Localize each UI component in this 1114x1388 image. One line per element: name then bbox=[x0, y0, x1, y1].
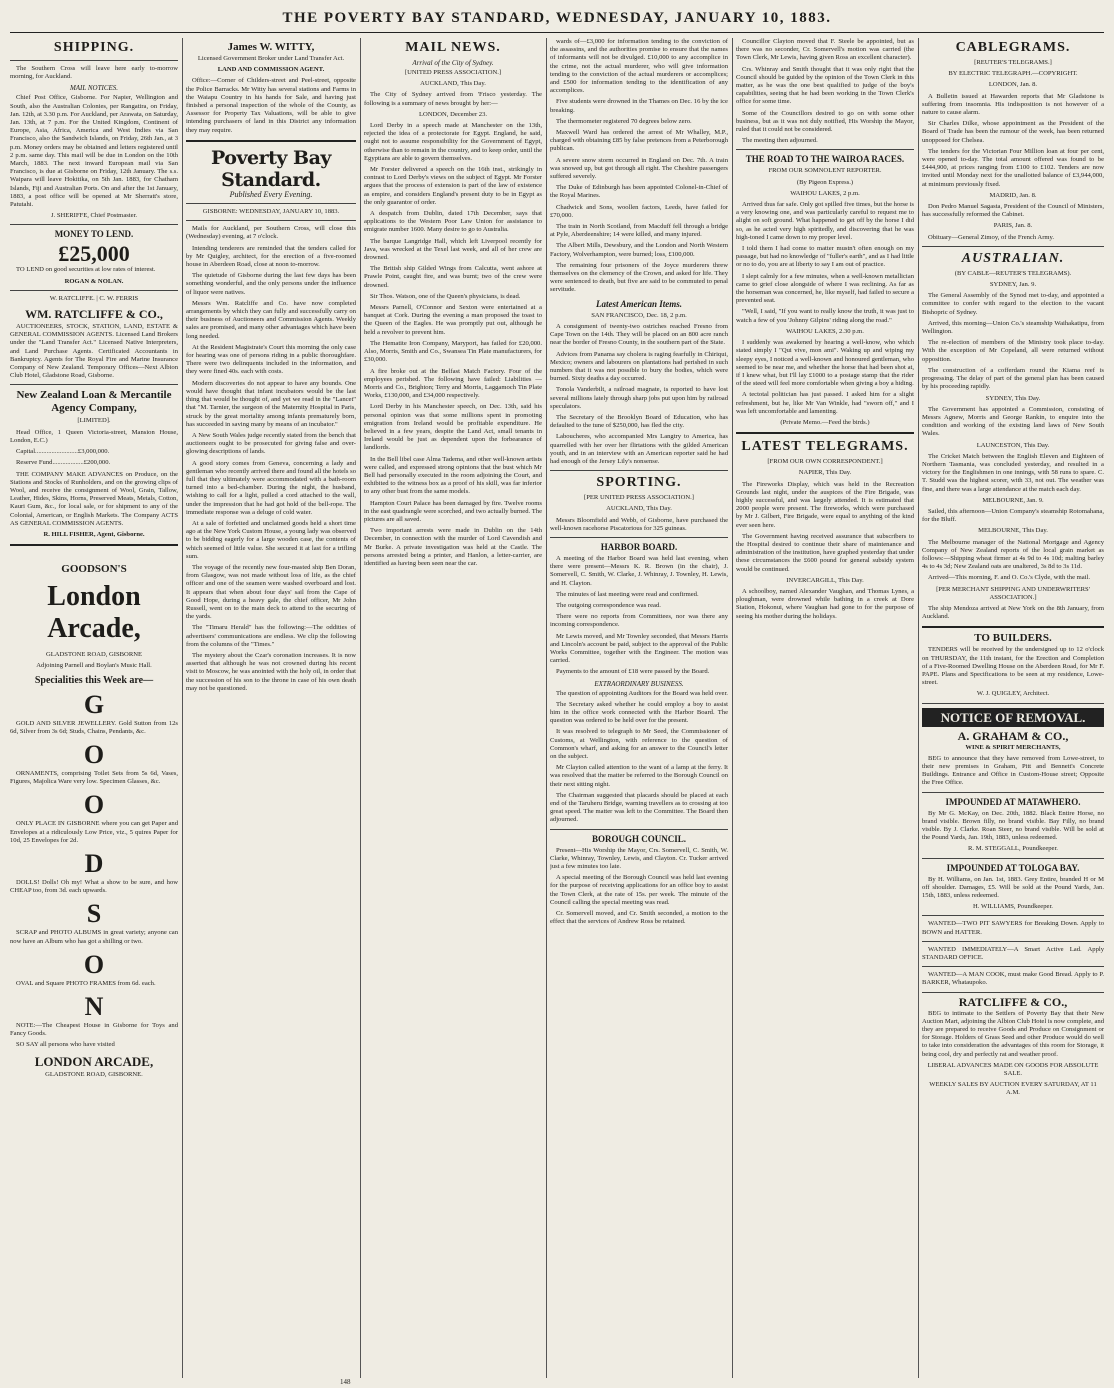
nzloan-body: THE COMPANY MAKE ADVANCES on Produce, on the Stations and Stocks of Runholders, and on the growing clips of Wool, and receive the consignment of Wool, Grain, Tallow, Leather, Hides, Skins, Horns, Preserved Meats, Metals, Cotton, Kauri Gum, &c., for local sale, or for shipment to any of the Colonial, American, or English Markets. The Company ACTS AS GENERAL COMMISSION AGENTS. bbox=[10, 470, 178, 527]
wairoa-sign: (Private Memo.—Feed the birds.) bbox=[780, 418, 870, 426]
news-paragraph: The British ship Gilded Wings from Calcutta, went ashore at Prawle Point, caught fire, and was burnt; two of the crew were drowned. bbox=[364, 265, 542, 289]
impounded-sign: R. M. STEGGALL, Poundkeeper. bbox=[968, 845, 1058, 853]
mail-notices-sign: J. SHERIFFE, Chief Postmaster. bbox=[50, 212, 138, 220]
news-paragraph: A special meeting of the Borough Council was held last evening for the purpose of receiving applications for an office boy to assist the Town Clerk, at the rate of 15s. per week. The minute of the Council calling the special meeting was read. bbox=[550, 874, 728, 906]
builders-body: TENDERS will be received by the undersigned up to 12 o'clock on THURSDAY, the 11th instant, for the Erection and Completion of a Five-Roomed Dwelling House on the Aberdeen Road, for Mr F. PAPE. Plans and Specifications to be seen at my residence, Lowe-street. bbox=[922, 646, 1104, 687]
money-heading: MONEY TO LEND. bbox=[54, 229, 134, 240]
harbor-heading: HARBOR BOARD. bbox=[600, 541, 678, 552]
editorial-paragraph: Messrs Wm. Ratcliffe and Co. have now completed arrangements by which they can fully and successfully carry on their business of Auctioneers and Commission Agents. Weekly sales are promised, and many other advantages which have been long needed. bbox=[186, 299, 356, 340]
published-line: Published Every Evening. bbox=[229, 189, 313, 199]
shipping-heading: SHIPPING. bbox=[53, 40, 135, 55]
notice-heading: NOTICE OF REMOVAL. bbox=[922, 708, 1104, 727]
witty-body: Office:—Corner of Childers-street and Peel-street, opposite the Police Barracks. Mr Witty has several stations and Farms in the Waiapu Country in his hands for Sale, and having just finished a personal inspection of the whole of the County, as Assessor for Property Tax Valuations, will be able to give intending purchasers of land in this District any information they may require. bbox=[186, 77, 356, 134]
news-paragraph: The Government has appointed a Commission, consisting of Messrs Agnew, Morris and George Rankin, to enquire into the condition and working of the existing land laws of New South Wales. bbox=[922, 405, 1104, 438]
news-paragraph: Sir Thos. Watson, one of the Queen's physicians, is dead. bbox=[370, 292, 521, 300]
divider bbox=[10, 60, 178, 61]
mail-notices-heading: MAIL NOTICES. bbox=[69, 84, 119, 93]
news-paragraph: I suddenly was awakened by hearing a well-know, who which stated simply I "Qui vive, mon ami". Waking up and wiping my sleepy eyes, I noticed a well-known and honoured gentleman, who seemed to be near me, and whether the horse that had been shot at, if I knew what, but I'll lay £1000 to a postage stamp that the rider of the steed will feel more comfortable when giving a boy a hiding. bbox=[736, 339, 914, 388]
witty-name: James W. WITTY, bbox=[227, 41, 315, 53]
ratcliffe-heading: RATCLIFFE & CO., bbox=[958, 994, 1068, 1009]
australian-heading: AUSTRALIAN. bbox=[961, 250, 1065, 266]
wairoa-sub: FROM OUR SOMNOLENT REPORTER. bbox=[768, 167, 882, 175]
dateline-sydney: SYDNEY, This Day. bbox=[985, 394, 1041, 402]
dateline-melbourne: MELBOURNE, Jan. 9. bbox=[982, 496, 1044, 504]
nzloan-limited: [LIMITED]. bbox=[77, 417, 111, 425]
dateline-napier: NAPIER, This Day. bbox=[798, 469, 852, 477]
divider bbox=[10, 384, 178, 385]
drop-letter: O bbox=[83, 790, 105, 820]
wairoa-heading: THE ROAD TO THE WAIROA RACES. bbox=[745, 154, 905, 165]
special-item: ONLY PLACE IN GISBORNE where you can get Paper and Envelopes at a ridiculously Low Price, viz., 5 quires Paper for 10d, 25 Envelopes for 2d. bbox=[10, 820, 178, 844]
dateline: GISBORNE: WEDNESDAY, JANUARY 10, 1883. bbox=[202, 208, 340, 216]
editorial-paragraph: Intending tenderers are reminded that the tenders called for by Mr Quigley, architect, for the erection of a five-roomed house in Aberdeen Road, close at noon to-morrow. bbox=[186, 244, 356, 269]
news-paragraph: Mr Forster delivered a speech on the 16th inst., strikingly in contrast to Lord Derby's views on the subject of Egypt. Mr Forster argues that the process of extension is part of the law of existence as empire, and considers England's present duty to be in Egypt as the only guarantor of order. bbox=[364, 166, 542, 206]
news-paragraph: I slept calmly for a few minutes, when a well-known metallician came to grief close alongside of where I was reclining. As far as the horseman was concerned, he, like myself, had failed to secure a prevented seat. bbox=[736, 272, 914, 305]
news-paragraph: The General Assembly of the Synod met to-day, and appointed a committee to confer with regard to the election to the vacant Bishopric of Sydney. bbox=[922, 292, 1104, 316]
news-paragraph: A severe snow storm occurred in England on Dec. 7th. A train was snowed up, but got through all right. The Cheshire passengers suffered severely. bbox=[550, 156, 728, 181]
nzloan-office: Head Office, 1 Queen Victoria-street, Mansion House, London, E.C.) bbox=[10, 428, 178, 444]
impounded-body: By Mr G. McKay, on Dec. 20th, 1882. Black Entire Horse, no brand visible. Brown filly, no brand visible. Bay Filly, no brand visible. By J. Clarke. Roan Steer, no brand visible. Will be sold at the Pound Yards, Jan. 19th, 1883, unless redeemed. bbox=[922, 809, 1104, 842]
column-4 bbox=[550, 38, 728, 1378]
news-paragraph: Tonola Vanderbilt, a railroad magnate, is reported to have lost several millions lately through sharp jobs put upon him by railroad speculators. bbox=[550, 386, 728, 410]
news-paragraph: The barque Langridge Hall, which left Liverpool recently for Java, was wrecked at the Texel last week, and all of her crew are drowned. bbox=[364, 237, 542, 262]
wanted-ad: WANTED—A MAN COOK, must make Good Bread. Apply to P. BARKER, Whataupoko. bbox=[922, 971, 1104, 987]
news-paragraph: Messrs Bloomfield and Webb, of Gisborne, have purchased the well-known racehorse Piscatorious for 325 guineas. bbox=[550, 516, 728, 532]
divider bbox=[186, 220, 356, 221]
newspaper-page bbox=[10, 6, 1104, 1384]
say-line: SO SAY all persons who have visited bbox=[16, 1041, 115, 1049]
shipping-intel-credit: [PER MERCHANT SHIPPING AND UNDERWRITERS' ASSOCIATION.] bbox=[936, 585, 1090, 601]
divider bbox=[10, 544, 178, 546]
divider bbox=[922, 915, 1104, 916]
special-item: NOTE:—The Cheapest House in Gisborne for Toys and Fancy Goods. bbox=[10, 1021, 178, 1038]
news-paragraph: The minutes of last meeting were read and confirmed. bbox=[556, 590, 699, 598]
news-paragraph: Sir Charles Dilke, whose appointment as the President of the Board of Trade has been the rumour of the week, has been returned unopposed for Chelsea. bbox=[922, 120, 1104, 144]
editorial-paragraph: The voyage of the recently new four-masted ship Ben Doran, from Glasgow, was not made without loss of life, as the chief officer and one of the seamen were washed overboard and lost. It appears that when about four days' sail from the Cape of Good Hope, during a heavy gale, the chief officer, Mr John Russell, went on to the main deck to attend to the securing of the yards. bbox=[186, 563, 356, 621]
goodson-name: GOODSON'S bbox=[61, 563, 127, 576]
news-paragraph: Don Pedro Manuel Sagasta, President of the Council of Ministers, has successfully reformed the Cabinet. bbox=[922, 203, 1104, 219]
special-item: SCRAP and PHOTO ALBUMS in great variety; anyone can now have an Album who has got a shilling or two. bbox=[10, 929, 178, 945]
news-paragraph: I told them I had come to matter mustn't often enough on my passage, but had no knowledge of "fuller's earth", and as I had little or no to do, you are at liberty to say I am out of practice. bbox=[736, 245, 914, 269]
dateline-madrid: MADRID, Jan. 8. bbox=[989, 191, 1037, 199]
masthead-title: THE POVERTY BAY STANDARD, WEDNESDAY, JANUARY 10, 1883. bbox=[282, 10, 832, 26]
special-item: OVAL and Square PHOTO FRAMES from 6d. each. bbox=[16, 979, 156, 987]
news-paragraph: Crs. Whinray and Smith thought that it was only right that the Council should be guided by the opinion of the Town Clerk in this matter, as he was the one best qualified to judge of the boy's capabilities, seeing that he had been working in the Town Clerk's office for some time. bbox=[736, 65, 914, 106]
drop-letter: O bbox=[83, 949, 105, 979]
news-paragraph: The construction of a cofferdam round the Kiama reef is progressing. The delay of part of the general plan has been caused by his proceeding rapidly. bbox=[922, 366, 1104, 391]
divider bbox=[10, 224, 178, 225]
news-paragraph: The Government having received assurance that subscribers to the Hospital desired to continue their share of maintenance and administration of the institution, have graphed yesterday that under these circumstances the £600 pound for general subsidy system would be continued. bbox=[736, 532, 914, 573]
column-rule bbox=[546, 38, 547, 1378]
sporting-press: [PER UNITED PRESS ASSOCIATION.] bbox=[584, 494, 694, 502]
divider bbox=[736, 432, 914, 434]
graham-heading: A. GRAHAM & CO., bbox=[957, 728, 1069, 743]
press-credit: [UNITED PRESS ASSOCIATION.] bbox=[404, 69, 502, 76]
column-rule bbox=[360, 38, 361, 1378]
editorial-paragraph: The "Timaru Herald" has the following:—The oddities of advertisers' communications are endless. We clip the following from the columns of the "Times." bbox=[186, 624, 356, 648]
divider bbox=[550, 829, 728, 830]
news-paragraph: Some of the Councillors desired to go on with some other business, but as it was not duly notified, His Worship the Mayor, ruled that it could not be considered. bbox=[736, 109, 914, 134]
news-paragraph: "Well, I said, "If you want to really know the truth, it was just to watch a few of you 'Johnny Gilpins' riding along the road." bbox=[736, 308, 914, 324]
column-5 bbox=[736, 38, 914, 1378]
telegrams-sub: [FROM OUR OWN CORRESPONDENT.] bbox=[767, 458, 883, 466]
ratcliffe-weekly: WEEKLY SALES BY AUCTION EVERY SATURDAY, AT 11 A.M. bbox=[929, 1081, 1097, 1097]
news-paragraph: Councillor Clayton moved that F. Steele be appointed, but as there was no seconder, Cr. Somervell's motion was carried (the Town Clerk, Mr Lewis, having given Ross an excellent character). bbox=[736, 38, 914, 62]
arcade-footer-address: GLADSTONE ROAD, GISBORNE. bbox=[45, 1070, 143, 1078]
paper-title: Poverty Bay Standard. bbox=[211, 146, 331, 191]
editorial-paragraph: Modern discoveries do not appear to have any bounds. One would have thought that infant incubators would be the last thing that would be thought of, and yet we read in the "Lancet" that "M. Tarnier, the surgeon of the Maternity Hospital in Paris, struck by the great mortality among infants prematurely born, has succeeded in saving many by means of an incubator." bbox=[186, 379, 356, 428]
special-item: DOLLS! Dolls! Oh my! What a show to be sure, and how CHEAP too, from 3d. each upwards. bbox=[10, 878, 178, 895]
ratcliffe-body: AUCTIONEERS, STOCK, STATION, LAND, ESTATE & GENERAL COMMISSION AGENTS. Licensed Land Brokers under the "Land Transfer Act." Licensed Native Interpreters, and Land Purchase Agents. Certificated Accountants in Bankruptcy. Agents for The Royal Fire and Marine Insurance Company of New Zealand. Temporary Offices—Next Albion Club Hotel, Gladstone Road, Gisborne. bbox=[10, 323, 178, 380]
news-paragraph: A consignment of twenty-two ostriches reached Fresno from Cape Town on the 14th. They will be placed on an 800 acre ranch near the border of Fresno County, in the southern part of the State. bbox=[550, 322, 728, 347]
nzloan-capital: Capital..........................£3,000,000. bbox=[16, 448, 110, 456]
divider bbox=[922, 703, 1104, 704]
news-paragraph: A tectotal politician has just passed. I asked him for a slight refreshment, but he, like Mr Van Winkle, had "sworn off," and I was left uncomfortable and lamenting. bbox=[736, 391, 914, 415]
impounded-heading: IMPOUNDED AT TOLOGA BAY. bbox=[946, 862, 1080, 873]
masthead bbox=[10, 10, 1104, 33]
drop-letter: S bbox=[86, 899, 102, 929]
editorial-paragraph: The mystery about the Czar's coronation increases. It is now asserted that although he was not crowned during his recent visit to Moscow, he was anointed with the holy oil, in order that the succession of his son to the throne in case of his own death may not be questioned. bbox=[186, 651, 356, 692]
news-paragraph: The train in North Scotland, from Macduff fell through a bridge at Pyle, Aberdeenshire; 14 were killed, and many injured. bbox=[550, 223, 728, 239]
wanted-ad: WANTED IMMEDIATELY—A Smart Active Lad. Apply STANDARD OFFICE. bbox=[922, 945, 1104, 962]
dateline-paris: PARIS, Jan. 8. bbox=[993, 222, 1033, 230]
dateline-invercargill: INVERCARGILL, This Day. bbox=[786, 576, 864, 584]
news-paragraph: Maxwell Ward has ordered the arrest of Mr Whalley, M.P., charged with obtaining £85 by false pretences from a Peterborough publican. bbox=[550, 129, 728, 153]
divider bbox=[922, 941, 1104, 942]
editorial-paragraph: At the Resident Magistrate's Court this morning the only case for hearing was one of persons riding in a public thoroughfare. There were two delinquents included in the information, and they were fined 40s. each with costs. bbox=[186, 343, 356, 376]
cable-copyright: BY ELECTRIC TELEGRAPH.—COPYRIGHT. bbox=[948, 70, 1078, 78]
news-paragraph: The thermometer registered 70 degrees below zero. bbox=[556, 117, 692, 125]
money-body: TO LEND on good securities at low rates of interest. bbox=[16, 266, 156, 274]
nzloan-heading: New Zealand Loan & Mercantile Agency Company, bbox=[16, 389, 172, 415]
news-paragraph: Arrived thus far safe. Only got spilled five times, but the horse is a very knowing one, and was particularly careful to request me to alight on soft ground. What happened to get off by the horse I did so, as he acted very high spiritedly, and discovering that he was high-toned I came down to my proper level. bbox=[736, 201, 914, 241]
news-paragraph: Two important arrests were made in Dublin on the 14th December, in connection with the murder of Lord Cavendish and Mr Burke. A private investigation was held at the Castle. The persons arrested being a printer, and Hanlon, a letter-carrier, are identified as having been seen near the car. bbox=[364, 527, 542, 567]
news-paragraph: Obituary—General Zimoy, of the French Army. bbox=[928, 233, 1055, 241]
divider bbox=[922, 246, 1104, 247]
dateline-auckland: AUCKLAND, This Day. bbox=[606, 505, 672, 513]
money-amount: £25,000 bbox=[58, 241, 130, 267]
news-paragraph: A meeting of the Harbor Board was held last evening, when there were present—Messrs K. R. Brown (in the chair), J. Somervell, C. Smith, W. Clarke, J. Whinray, J. Townley, H. Lewis, and H. Clayton. bbox=[550, 554, 728, 587]
news-paragraph: wards of—£3,000 for information tending to the conviction of the assassins, and the authorities promise to ensure that the names of informants will not be divulged. £10,000 to any accomplice in the crime, not the actual murderer, who will give information tending to the conviction of the actual murderers or accomplices; and £500 for information tending to the identification of any accomplices. bbox=[550, 38, 728, 95]
editorial-paragraph: At a sale of forfeited and unclaimed goods held a short time ago at the New York Custom House, a young lady was observed to be bidding eagerly for a large wooden case, the contents of which seemed of little value. She secured it at last for a trifling sum. bbox=[186, 519, 356, 560]
divider bbox=[550, 537, 728, 538]
editorial-paragraph: A good story comes from Geneva, concerning a lady and gentleman who recently arrived there and found all the hotels so full that they ultimately were accommodated with a bath-room turned into a bed-chamber. During the night, the husband, wishing to call for a light, pulled a cord attached to the wall, under the impression that he had got hold of the bell-rope. The immediate response was a deluge of cold water. bbox=[186, 459, 356, 516]
news-paragraph: Mr Lewis moved, and Mr Townley seconded, that Messrs Harris and Lincoln's account be paid, subject to the approval of the Public Works Committee, together with the Engineer. The motion was carried. bbox=[550, 632, 728, 665]
dateline-sydney: SYDNEY, Jan. 9. bbox=[989, 281, 1037, 289]
drop-letter: N bbox=[84, 991, 104, 1021]
news-paragraph: A schoolboy, named Alexander Vaughan, and Thomas Lynes, a ploughman, were drowned while bathing in a creek at Dore Station, Hokonui, where Vaughan had gone to for the purpose of seeing his mother during the holidays. bbox=[736, 587, 914, 620]
news-paragraph: Sailed, this afternoon—Union Company's steamship Rotomahana, for the Bluff. bbox=[922, 507, 1104, 524]
news-paragraph: The Duke of Edinburgh has been appointed Colonel-in-Chief of the Royal Marines. bbox=[550, 184, 728, 200]
news-paragraph: Lord Derby in a speech made at Manchester on the 13th, rejected the idea of a protectorate for Egypt. England, he said, ought not to assume responsibility for the Government of Egypt, otherwise than to remain in the country, and to keep order, until the Egyptians are able to govern themselves. bbox=[364, 122, 542, 162]
nzloan-sign: R. HILL FISHER, Agent, Gisborne. bbox=[43, 530, 145, 538]
news-paragraph: Present—His Worship the Mayor, Crs. Somervell, C. Smith, W. Clarke, Whinray, Townley, Lewis, and Clayton. Cr. Tucker arrived just a few minutes too late. bbox=[550, 846, 728, 871]
cable-sub: [REUTER'S TELEGRAMS.] bbox=[974, 59, 1052, 66]
folio-number: 148 bbox=[340, 1378, 351, 1386]
divider bbox=[186, 203, 356, 204]
builders-sign: W. J. QUIGLEY, Architect. bbox=[976, 690, 1050, 698]
cablegrams-heading: CABLEGRAMS. bbox=[955, 40, 1071, 55]
news-paragraph: Five students were drowned in the Thames on Dec. 16 by the ice breaking. bbox=[550, 98, 728, 114]
news-paragraph: The Melbourne manager of the National Mortgage and Agency Company of New Zealand reports of the local grain market as follows:—Shipping wheat firmer at 4s 9d to 4s 10d; malting barley 4s to 4s 3d; New Zealand oats are unaltered, 3s 8d to 3s 11d. bbox=[922, 538, 1104, 571]
news-paragraph: The Cricket Match between the English Eleven and Eighteen of Northern Tasmania, was concluded yesterday, and resulted in a victory for the Englishmen in one innings, with 58 runs to spare. C. T. Studd was the highest scorer, with 33, not out. The weather was fine, and there was a large attendance at the match each day. bbox=[922, 452, 1104, 493]
graham-body: BEG to announce that they have removed from Lowe-street, to their new premises in Graham, Pitt and Bennett's Concrete Buildings. Entrance and Office in Custom-House street; Opposite the Free Office. bbox=[922, 754, 1104, 787]
news-paragraph: The City of Sydney arrived from 'Frisco yesterday. The following is a summary of news brought by her:— bbox=[364, 91, 542, 107]
australian-sub: (BY CABLE—REUTER'S TELEGRAMS). bbox=[954, 269, 1072, 277]
ratcliffe-heading: WM. RATCLIFFE & CO., bbox=[25, 307, 163, 322]
news-paragraph: Chadwick and Sons, woollen factors, Leeds, have failed for £70,000. bbox=[550, 203, 728, 219]
divider bbox=[10, 290, 178, 291]
column-rule bbox=[732, 38, 733, 1378]
news-paragraph: A fire broke out at the Belfast Match Factory. Four of the employees perished. The following have failed: Liabilities — Morris and Co., Brighton; Terry and Morris, Laggamoch Tin Plate Works, £130,000, and £34,000 respectively. bbox=[364, 367, 542, 400]
news-paragraph: The Hematite Iron Company, Maryport, has failed for £20,000. Also, Morris, Smith and Co., Swansea Tin Plate manufacturers, for £30,000. bbox=[364, 339, 542, 364]
news-paragraph: The question of appointing Auditors for the Board was held over. bbox=[556, 689, 728, 697]
news-paragraph: The Chairman suggested that placards should be placed at each end of the Taruheru Bridge, warning travellers as to crossing at too great speed. The matter was left to the Committee. The Board then adjourned. bbox=[550, 791, 728, 824]
divider bbox=[736, 149, 914, 150]
money-sign: ROGAN & NOLAN. bbox=[64, 277, 124, 285]
american-heading: Latest American Items. bbox=[596, 298, 682, 309]
editorial-paragraph: Mails for Auckland, per Southern Cross, will close this (Wednesday) evening, at 7 o'clock. bbox=[186, 225, 356, 241]
drop-letter: G bbox=[83, 689, 105, 719]
news-paragraph: Cr. Somervell moved, and Cr. Smith seconded, a motion to the effect that the services of Andrew Ross be retained. bbox=[550, 910, 728, 926]
drop-letter: O bbox=[83, 739, 105, 769]
dateline-melbourne: MELBOURNE, This Day. bbox=[978, 527, 1048, 535]
news-paragraph: It was resolved to telegraph to Mr Seed, the Commissioner of Customs, at Wellington, with reference to the question of Common's wharf, and asking for an answer to the Council's letter on the subject. bbox=[550, 728, 728, 761]
news-paragraph: A Bulletin issued at Hawarden reports that Mr Gladstone is suffering from insomnia. His indisposition is not however of a nature to cause alarm. bbox=[922, 92, 1104, 117]
dateline-london: LONDON, December 23. bbox=[418, 110, 488, 118]
witty-land: LAND AND COMMISSION AGENT. bbox=[217, 66, 325, 74]
telegrams-heading: LATEST TELEGRAMS. bbox=[741, 439, 909, 455]
borough-heading: BOROUGH COUNCIL. bbox=[591, 833, 686, 844]
graham-sub: WINE & SPIRIT MERCHANTS, bbox=[965, 743, 1061, 751]
news-paragraph: In the Bell libel case Alma Tadema, and other well-known artists were called, and expressed strong opinions that the bust which Mr Bell had personally executed in the room adjoining the Court, and exhibited to the witness box as a proof of his skill, was far inferior to any other bust from the same models. bbox=[364, 455, 542, 496]
sporting-heading: SPORTING. bbox=[596, 475, 682, 491]
special-item: GOLD AND SILVER JEWELLERY. Gold Sutton from 12s 6d, Silver from 3s 6d; Studs, Chains, Pendants, &c. bbox=[10, 719, 178, 735]
column-2 bbox=[186, 38, 356, 1378]
divider bbox=[186, 140, 356, 142]
news-paragraph: Laboucheres, who accompanied Mrs Langtry to America, has quarrelled with her over her flirtations with the gilded American youth, and in an interview with an American reporter said he had had enough of the Jersey Lily's nonsense. bbox=[550, 433, 728, 465]
wanted-ad: WANTED—TWO PIT SAWYERS for Breaking Down. Apply to BOWN and HATTER. bbox=[922, 920, 1104, 936]
impounded-body: By H. Williams, on Jan. 1st, 1883. Grey Entire, branded H or M off shoulder. Damages, £5. Will be sold at the Pound Yards, Jan. 15th, 1883, unless redeemed. bbox=[922, 875, 1104, 900]
column-3 bbox=[364, 38, 542, 1378]
news-paragraph: There were no reports from Committees, nor was there any incoming correspondence. bbox=[550, 613, 728, 629]
news-paragraph: Arrived—This morning, F. and O. Co.'s Clyde, with the mail. bbox=[928, 574, 1091, 582]
drop-letter: D bbox=[84, 848, 104, 878]
arcade-adjoining: Adjoining Parnell and Boylan's Music Hall. bbox=[36, 662, 152, 670]
arcade-footer-name: LONDON ARCADE, bbox=[34, 1053, 154, 1069]
divider bbox=[922, 992, 1104, 993]
dateline-sf: SAN FRANCISCO, Dec. 18, 2 p.m. bbox=[591, 311, 687, 319]
dateline-london: LONDON, Jan. 8. bbox=[988, 81, 1038, 89]
ratcliffe-body: BEG to intimate to the Settlers of Poverty Bay that their New Auction Mart, adjoining the Albion Club Hotel is now complete, and they are prepared to receive Goods and Produce on Consignment or for Storage. Holders of Grass Seed and other Produce would do well to take into consideration the advantages of this room for Storage, it being cool, dry and perfectly rat and weather proof. bbox=[922, 1009, 1104, 1058]
news-paragraph: A despatch from Dublin, dated 17th December, says that applications to the Western Poor Law Union for assistance to emigrate number 1600. Many desire to go to Australia. bbox=[364, 210, 542, 234]
dateline-auckland: AUCKLAND, This Day. bbox=[420, 80, 486, 88]
news-paragraph: Hampton Court Palace has been damaged by fire. Twelve rooms in the east quadrangle were scorched, and two actually burned. The pictures are all saved. bbox=[364, 499, 542, 523]
specialities-heading: Specialities this Week are— bbox=[34, 674, 154, 686]
divider bbox=[922, 792, 1104, 793]
builders-heading: TO BUILDERS. bbox=[974, 632, 1052, 645]
divider bbox=[922, 966, 1104, 967]
column-1 bbox=[10, 38, 178, 1378]
mail-news-heading: MAIL NEWS. bbox=[405, 40, 501, 55]
arcade-address: GLADSTONE ROAD, GISBORNE bbox=[45, 651, 143, 659]
news-paragraph: The Fireworks Display, which was held in the Recreation Grounds last night, under the auspices of the Fire Brigade, was highly successful, and was largely attended. It is estimated that 2000 people were present. The fireworks, which were purchased by Mr J. Gilbert, Fire Brigade, were equal to anything of the kind ever seen here. bbox=[736, 480, 914, 529]
ratcliffe-partners: W. RATCLIFFE. | C. W. FERRIS bbox=[49, 294, 139, 302]
impounded-sign: H. WILLIAMS, Poundkeeper. bbox=[973, 903, 1053, 911]
news-paragraph: The tenders for the Victorian Four Million loan at four per cent, were opened to-day. The total amount offered was found to be £444,900, at prices ranging from £100 to £102. Tenders are now invited until Monday next for the unallotted balance of £3,944,000, at minimum previously fixed. bbox=[922, 147, 1104, 188]
news-paragraph: Mr Clayton called attention to the want of a lamp at the ferry. It was resolved that the matter be referred to the Borough Council on their next sitting night. bbox=[550, 764, 728, 788]
news-paragraph: Payments to the amount of £18 were passed by the Board. bbox=[556, 668, 710, 676]
news-paragraph: The re-election of members of the Ministry took place to-day. With the exception of Mr Copeland, all were returned without opposition. bbox=[922, 339, 1104, 363]
news-paragraph: Arrived, this morning—Union Co.'s steamship Waihakatipu, from Wellington. bbox=[922, 319, 1104, 336]
dateline-launceston: LAUNCESTON, This Day. bbox=[976, 441, 1050, 449]
nzloan-reserve: Reserve Fund...................£200,000. bbox=[16, 459, 111, 467]
dateline-waihou: WAIHOU LAKES, 2.30 p.m. bbox=[786, 327, 864, 335]
column-6 bbox=[922, 38, 1104, 1378]
ratcliffe-advances: LIBERAL ADVANCES MADE ON GOODS FOR ABSOLUTE SALE. bbox=[927, 1061, 1099, 1078]
extraordinary-heading: EXTRAORDINARY BUSINESS. bbox=[594, 679, 684, 688]
news-paragraph: The outgoing correspondence was read. bbox=[556, 601, 661, 609]
arcade-name: London Arcade, bbox=[47, 581, 141, 645]
column-rule bbox=[918, 38, 919, 1378]
news-paragraph: Advices from Panama say cholera is raging fearfully in Chiriqui, Mexico; owners and labourers on plantations had perished in such numbers that it was not possible to bury the bodies, which were burned. Sixty deaths a day occurred. bbox=[550, 350, 728, 383]
dateline-waihou: WAIHOU LAKES, 2 p.m. bbox=[790, 189, 860, 197]
editorial-paragraph: A New South Wales judge recently stated from the bench that auctioneers ought to be prosecuted for giving false and over-glowing descriptions of lands. bbox=[186, 431, 356, 456]
divider bbox=[550, 470, 728, 471]
divider bbox=[922, 626, 1104, 628]
witty-sub: Licensed Government Broker under Land Transfer Act. bbox=[197, 55, 345, 62]
wairoa-by: (By Pigeon Express.) bbox=[796, 178, 854, 186]
editorial-paragraph: The quietude of Gisborne during the last few days has been something wonderful, and the only persons under the influence of liquor were natives. bbox=[186, 272, 356, 296]
news-paragraph: The Albert Mills, Dewsbury, and the London and North Western Factory, Wolverhampton, were burned; loss, £100,000. bbox=[550, 242, 728, 258]
special-item: ORNAMENTS, comprising Toilet Sets from 5s 6d, Vases, Figures, Majolica Ware very low. Specimen Glasses, &c. bbox=[10, 769, 178, 786]
divider bbox=[922, 858, 1104, 859]
news-paragraph: The meeting then adjourned. bbox=[742, 137, 818, 145]
news-paragraph: Lord Derby in his Manchester speech, on Dec. 13th, said his personal opinion was that some millions spent in promoting emigration from Ireland would be profitable expenditure. He believed in a few years, despite the Land Act, small tenants in Ireland would be just as dependent upon the forbearance of landlords. bbox=[364, 403, 542, 452]
news-paragraph: Messrs Parnell, O'Connor and Sexton were entertained at a banquet at Cork. During the evening a man proposed the toast to the Queen of the Eagles. He was promptly put out, although he held a revolver to prevent him. bbox=[364, 304, 542, 336]
news-paragraph: The remaining four prisoners of the Joyce murderers threw themselves on the clemency of the Crown, and asked for life. They were sentenced to death, but five are said to be commuted to penal servitude. bbox=[550, 261, 728, 294]
shipping-intro: The Southern Cross will leave here early to-morrow morning, for Auckland. bbox=[10, 65, 178, 81]
column-rule bbox=[182, 38, 183, 1378]
news-paragraph: The Secretary of the Brooklyn Board of Education, who has defaulted to the tune of $250,000, has fled the city. bbox=[550, 413, 728, 430]
arrival-heading: Arrival of the City of Sydney. bbox=[412, 59, 494, 67]
news-paragraph: The Secretary asked whether he could employ a boy to assist him in the office work connected with the Harbor Board. The question was ordered to be held over for the present. bbox=[550, 700, 728, 725]
mail-notices-body: Chief Post Office, Gisborne. For Napier, Wellington and South, also the Australian Colonies, per Rangatira, on Friday, Jan. 12th, at 3.30 p.m. For Auckland, per Arawata, on Saturday, Jan. 13th, at 7 p.m. For the United Kingdom, Continent of Europe, Asia, Africa, America and West Indies via San Francisco, also the Sandwich Islands, on Friday, 26th Jan., at 3 p.m. Money orders may be obtained and letters registered until 2 p.m. same day. This mail will be due in London on the 10th March, 1883. The next inward European mail via San Francisco, is due at Gisborne on Friday, 12th January. The s.s. Waipara will leave Hokitika, on 5th Jan. 1883, for Chatham Islands, Fiji and Australian Ports. On and after the 1st January, 1883, a post office will be opened at Mr Sherratt's store, Patutahi. bbox=[10, 94, 178, 209]
news-paragraph: The ship Mendoza arrived at New York on the 8th January, from Auckland. bbox=[922, 604, 1104, 621]
impounded-heading: IMPOUNDED AT MATAWHERO. bbox=[945, 796, 1081, 807]
